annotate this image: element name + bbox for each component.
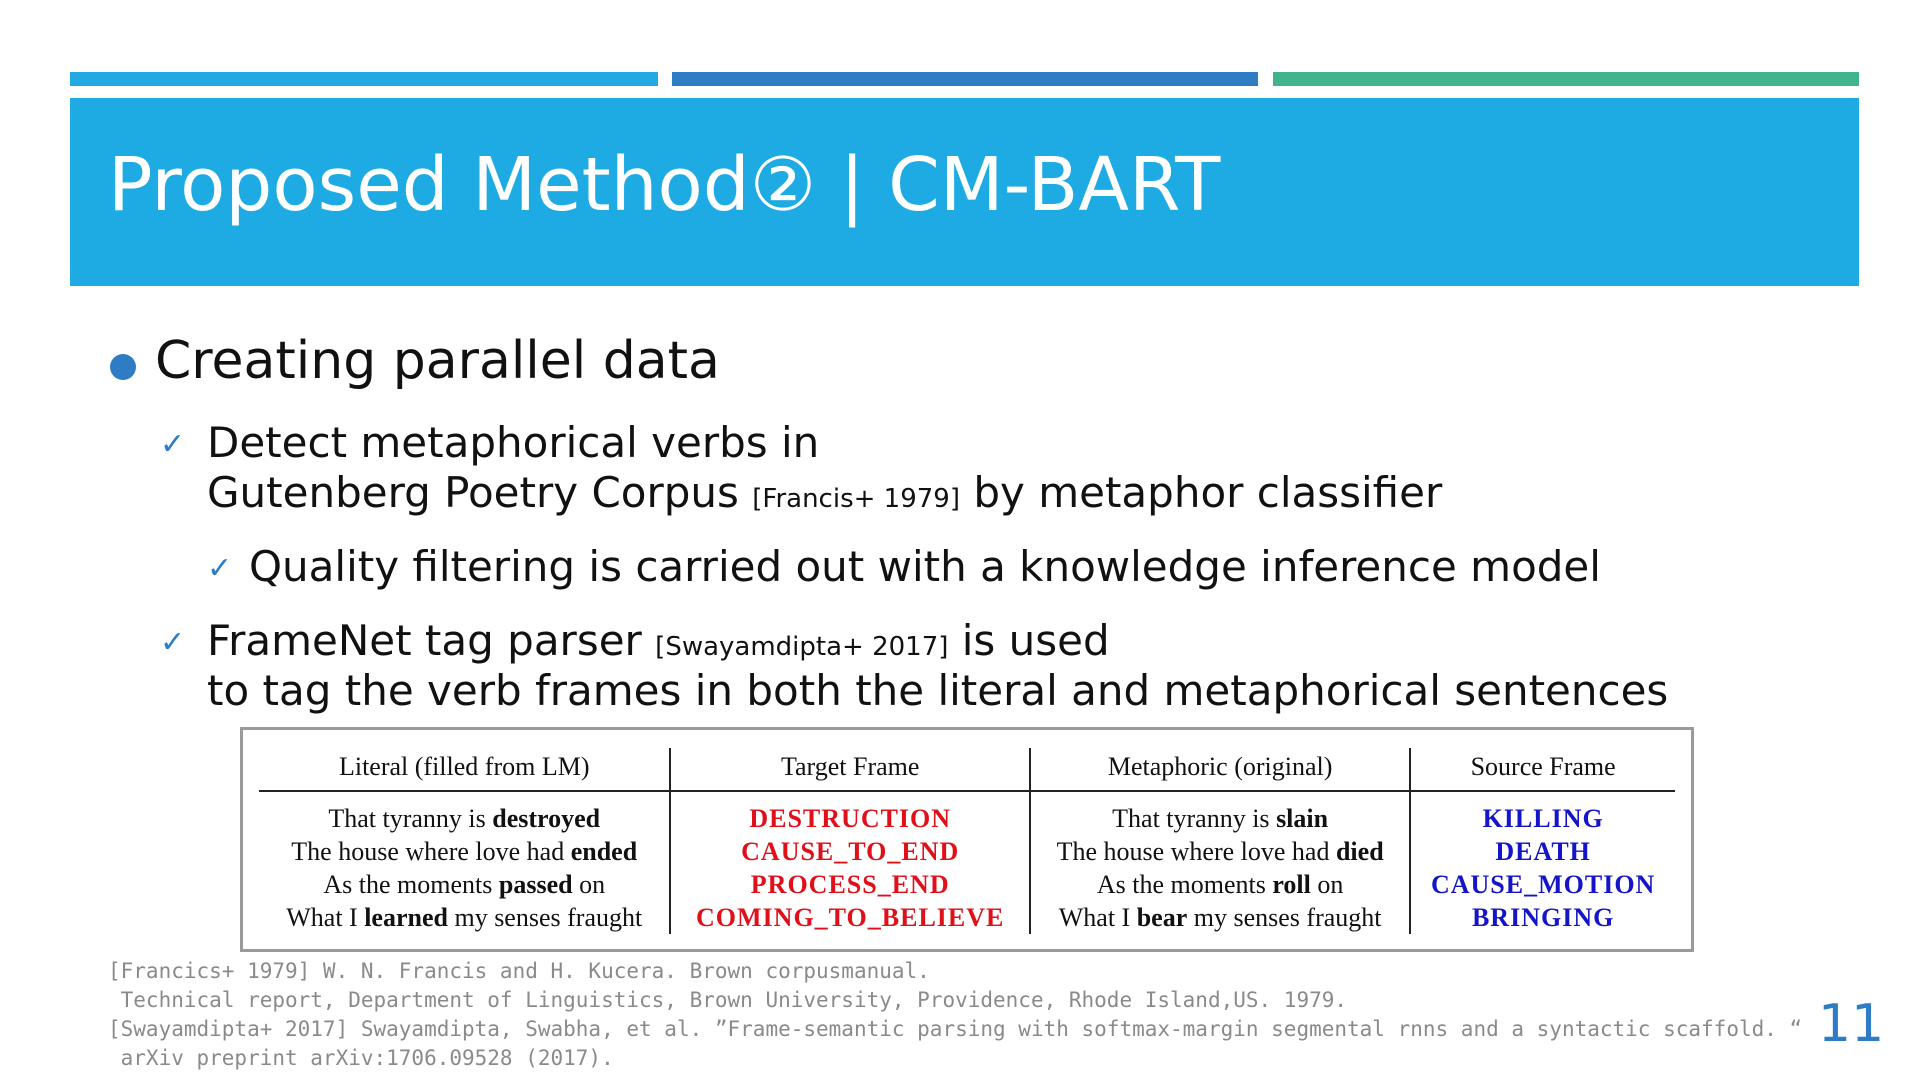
item1-citation: [Francis+ 1979] bbox=[752, 484, 960, 514]
source-frame-cell: BRINGING bbox=[1471, 902, 1615, 932]
reference-line: [Francics+ 1979] W. N. Francis and H. Kucera. Brown corpusmanual. bbox=[108, 959, 930, 983]
reference-line: [Swayamdipta+ 2017] Swayamdipta, Swabha, et al. ”Frame-semantic parsing with softmax-margin segmental rnns and a syntactic scaffold. “ bbox=[108, 1017, 1803, 1041]
metaphoric-cell: That tyranny is slain bbox=[1030, 791, 1410, 835]
reference-line: Technical report, Department of Linguistics, Brown University, Providence, Rhode Island,US. 1979. bbox=[108, 988, 1348, 1012]
checkmark-icon: ✓ bbox=[160, 427, 186, 462]
target-frame-cell: PROCESS_END bbox=[670, 868, 1029, 901]
metaphoric-cell: The house where love had died bbox=[1030, 835, 1410, 868]
literal-cell: As the moments passed on bbox=[259, 868, 670, 901]
bullet-level1: Creating parallel data bbox=[155, 331, 720, 391]
table-header-row bbox=[259, 748, 1675, 791]
target-frame-cell: COMING_TO_BELIEVE bbox=[670, 901, 1029, 934]
title-band bbox=[70, 98, 1859, 286]
source-frame-cell: CAUSE_MOTION bbox=[1430, 869, 1656, 899]
checkmark-icon: ✓ bbox=[160, 625, 186, 660]
source-frame-cell: KILLING bbox=[1482, 803, 1604, 833]
source-frame-cell: DEATH bbox=[1495, 836, 1591, 866]
accent-bar-middle bbox=[672, 72, 1258, 86]
item2-text-a: FrameNet tag parser bbox=[207, 616, 656, 665]
col-header-source-frame: Source Frame bbox=[1410, 748, 1675, 791]
item1-text-a: Gutenberg Poetry Corpus bbox=[207, 468, 753, 517]
bullet-item2-line1 bbox=[207, 616, 1110, 672]
table-row bbox=[259, 835, 1675, 868]
col-header-target-frame: Target Frame bbox=[670, 748, 1029, 791]
item2-text-b: is used bbox=[948, 616, 1110, 665]
page-number: 11 bbox=[1818, 994, 1885, 1054]
col-header-literal: Literal (filled from LM) bbox=[259, 748, 670, 791]
bullet-item2-line2: to tag the verb frames in both the literal and metaphorical sentences bbox=[207, 666, 1669, 715]
item2-citation: [Swayamdipta+ 2017] bbox=[655, 632, 949, 662]
literal-cell: The house where love had ended bbox=[259, 835, 670, 868]
bullet-sub-item: Quality filtering is carried out with a knowledge inference model bbox=[249, 542, 1601, 591]
table-row bbox=[259, 791, 1675, 835]
bullet-item1-line1: Detect metaphorical verbs in bbox=[207, 418, 820, 467]
slide-title: Proposed Method② | CM-BART bbox=[108, 142, 1221, 228]
frame-table-figure bbox=[240, 727, 1694, 952]
table-row bbox=[259, 868, 1675, 901]
item1-text-b: by metaphor classifier bbox=[959, 468, 1443, 517]
target-frame-cell: DESTRUCTION bbox=[670, 791, 1029, 835]
literal-cell: That tyranny is destroyed bbox=[259, 791, 670, 835]
bullet-item1-line2 bbox=[207, 468, 1442, 524]
bullet-dot-icon bbox=[110, 354, 136, 380]
accent-bar-left bbox=[70, 72, 658, 86]
literal-cell: What I learned my senses fraught bbox=[259, 901, 670, 934]
table-row bbox=[259, 901, 1675, 934]
metaphoric-cell: As the moments roll on bbox=[1030, 868, 1410, 901]
col-header-metaphoric: Metaphoric (original) bbox=[1030, 748, 1410, 791]
references bbox=[108, 957, 1802, 1073]
frame-table bbox=[259, 748, 1675, 934]
accent-bar-right bbox=[1273, 72, 1859, 86]
target-frame-cell: CAUSE_TO_END bbox=[670, 835, 1029, 868]
metaphoric-cell: What I bear my senses fraught bbox=[1030, 901, 1410, 934]
checkmark-icon: ✓ bbox=[207, 551, 233, 586]
reference-line: arXiv preprint arXiv:1706.09528 (2017). bbox=[108, 1046, 614, 1070]
